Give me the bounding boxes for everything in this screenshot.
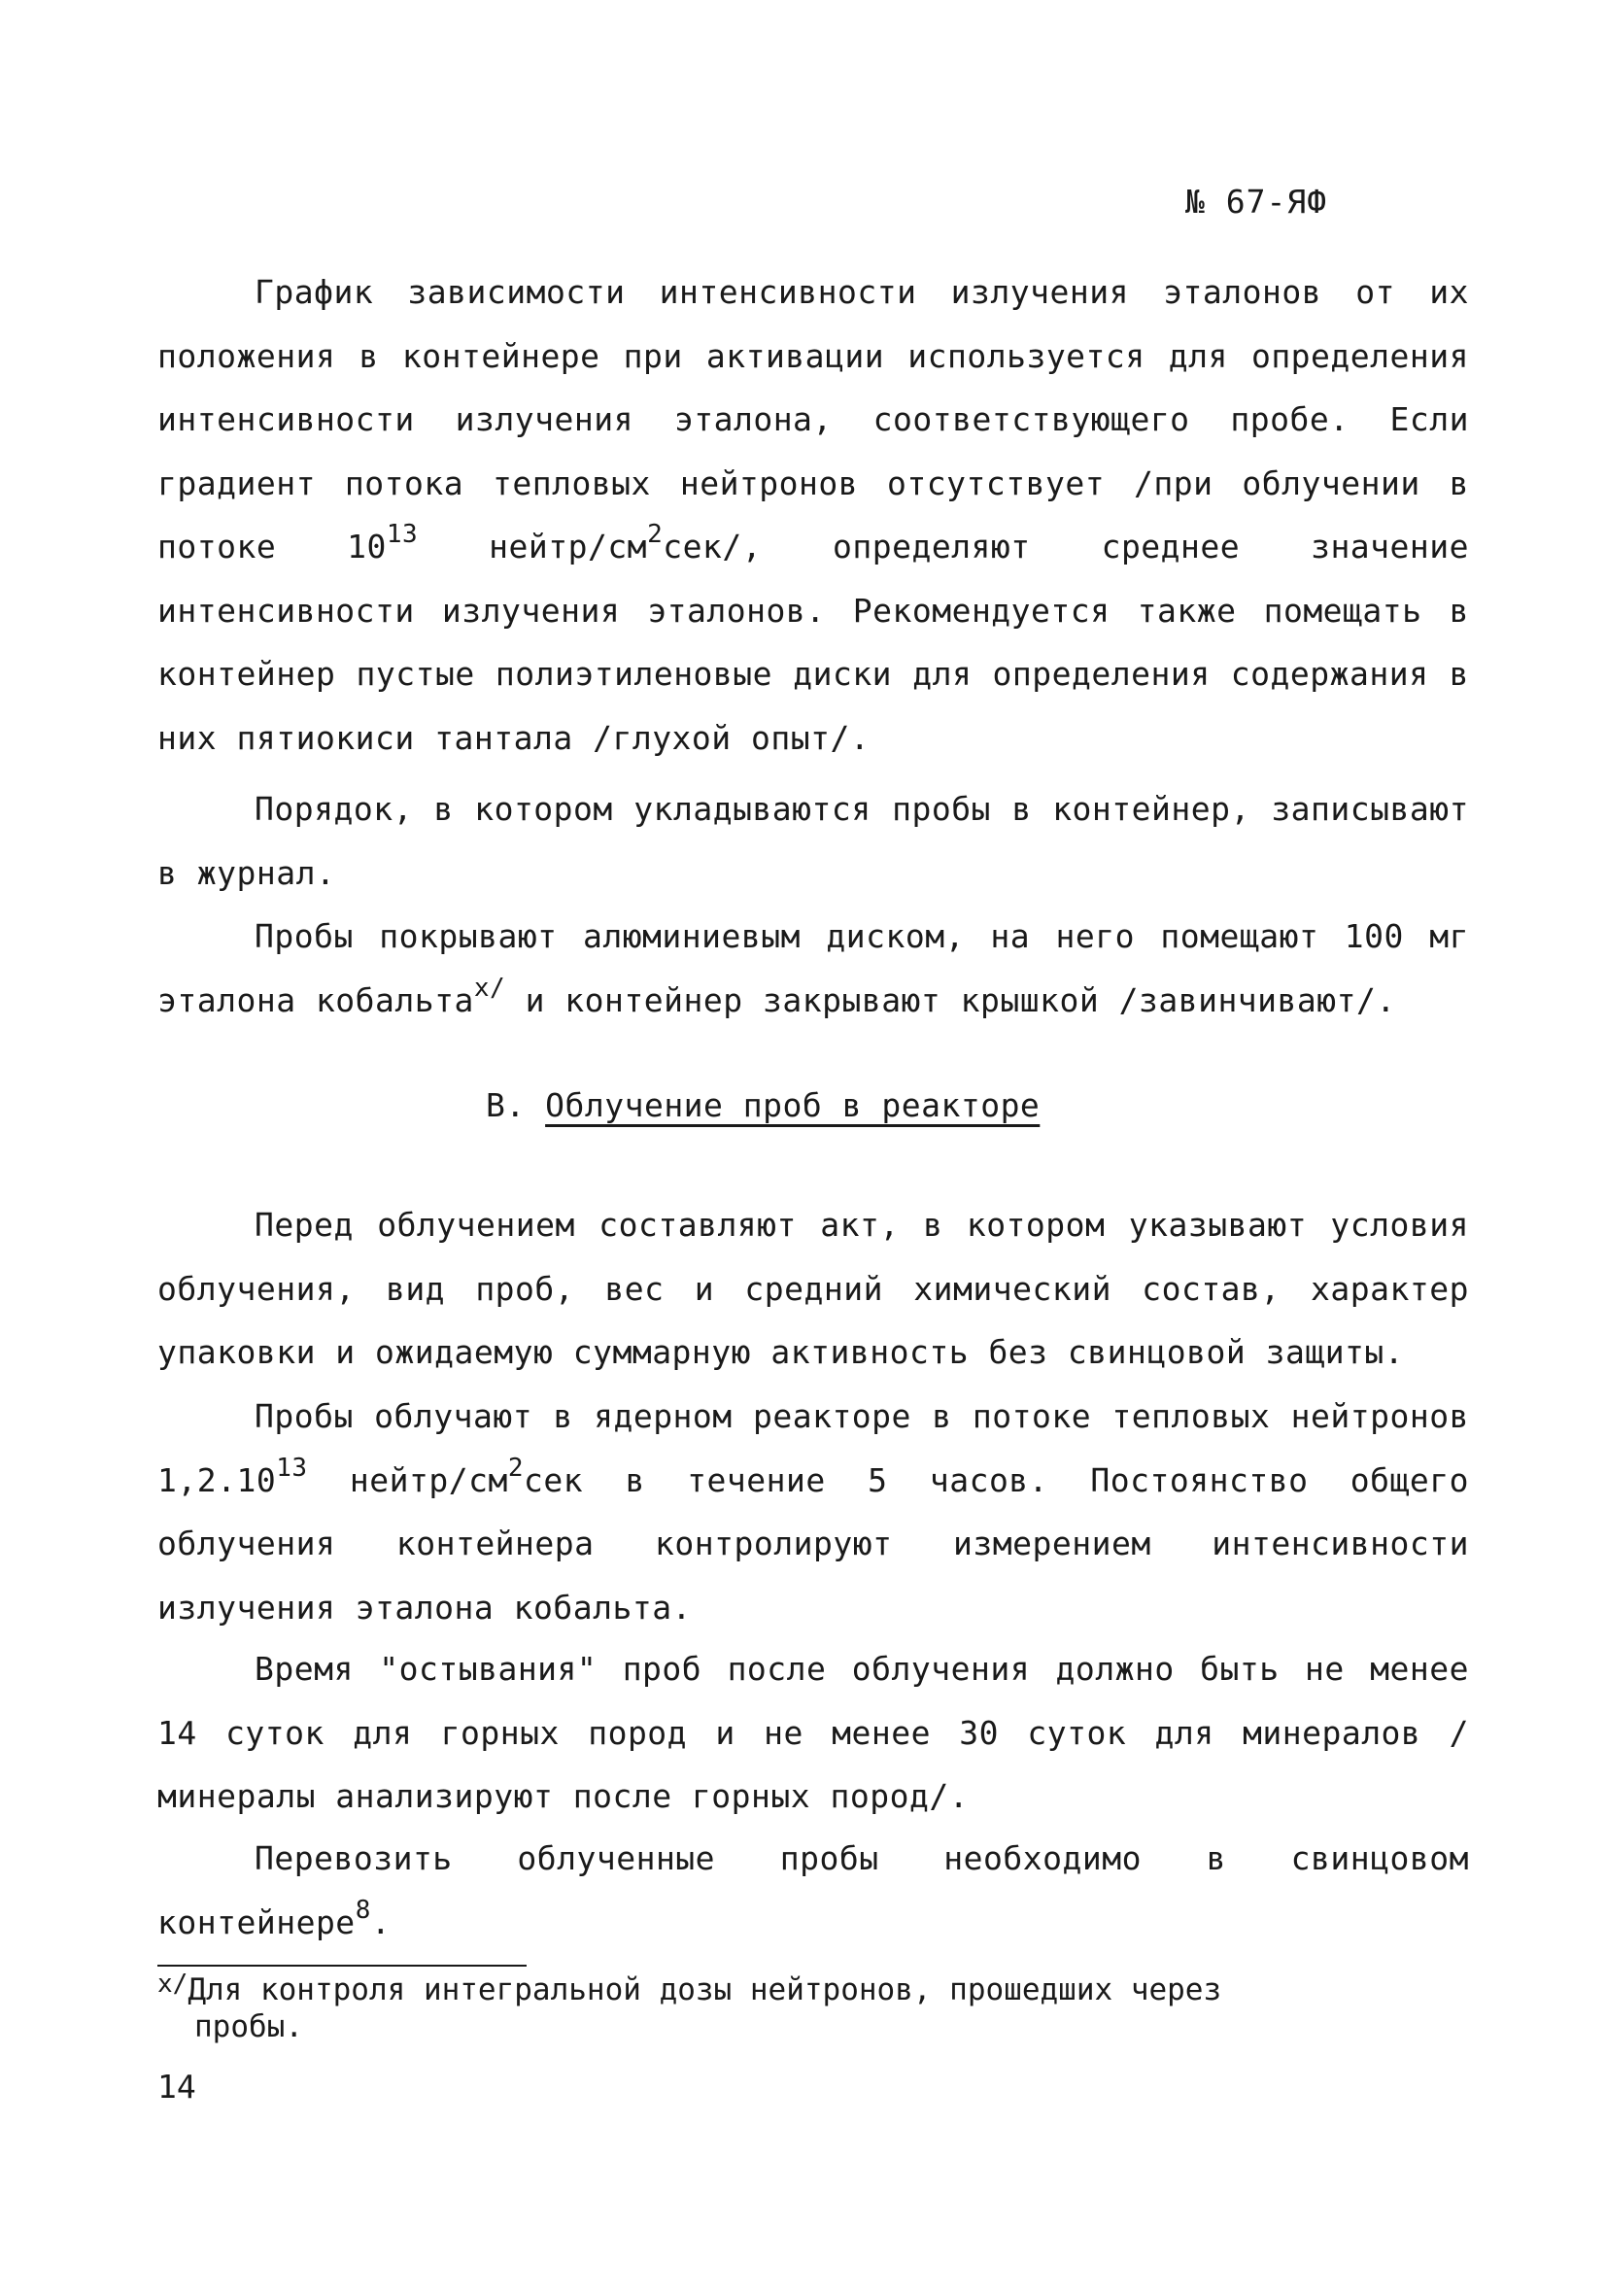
paragraph-4-text: Перед облучением составляют акт, в котором указывают условия облучения, вид проб, вес и средний химический состав, характер упаковки и ожидаемую суммарную активность без свинцовой защиты. xyxy=(157,1206,1469,1371)
section-heading xyxy=(486,1086,1040,1124)
document-number: № 67-ЯФ xyxy=(1185,183,1328,221)
paragraph-5-text-b: нейтр/см xyxy=(307,1460,508,1499)
paragraph-1-text-c: сек/, определяют среднее значение интенсивности излучения эталонов. Рекомендуется также помещать в контейнер пустые полиэтиленовые диски для определения содержания в них пятиокиси тантала /глухой опыт/. xyxy=(157,528,1470,757)
page-number: 14 xyxy=(157,2068,196,2106)
footnote-reference: x/ xyxy=(473,973,506,1003)
paragraph-5-exponent: 13 xyxy=(276,1453,308,1483)
paragraph-1-text-a: График зависимости интенсивности излучения эталонов от их положения в контейнере при активации используется для определения интенсивности излучения эталона, соответствующего пробе. Если градиент потока тепловых нейтронов отсутствует /при облучении в потоке 10 xyxy=(157,273,1469,565)
paragraph-1-unit-exponent: 2 xyxy=(647,520,664,549)
paragraph-6-text: Время "остывания" проб после облучения должно быть не менее 14 суток для горных пород и не менее 30 суток для минералов /минералы анализируют после горных пород/. xyxy=(157,1650,1469,1815)
paragraph-2-text: Порядок, в котором укладываются пробы в контейнер, записывают в журнал. xyxy=(157,790,1469,892)
paragraph-3 xyxy=(157,905,1469,1032)
section-title: Облучение проб в реакторе xyxy=(545,1086,1041,1124)
paragraph-1-text-b: нейтр/см xyxy=(418,528,648,565)
paragraph-5-text-c: сек в течение 5 часов. Постоянство общего облучения контейнера контролируют измерением интенсивности излучения эталона кобальта. xyxy=(157,1460,1470,1627)
paragraph-5 xyxy=(157,1385,1469,1639)
section-letter: В. xyxy=(486,1086,546,1124)
paragraph-4 xyxy=(157,1193,1469,1385)
paragraph-7-text-a: Перевозить облученные пробы необходимо в свинцовом контейнере xyxy=(157,1839,1469,1941)
paragraph-6 xyxy=(157,1637,1469,1829)
paragraph-7-text-b: . xyxy=(370,1902,392,1941)
footnote-divider xyxy=(157,1965,527,1967)
paragraph-7 xyxy=(157,1827,1469,1954)
paragraph-3-text-b: и контейнер закрывают крышкой /завинчивают/. xyxy=(505,980,1396,1019)
footnote-line-2: пробы. xyxy=(194,2009,303,2044)
paragraph-1 xyxy=(157,260,1469,770)
paragraph-1-exponent: 13 xyxy=(386,520,419,549)
paragraph-2 xyxy=(157,777,1469,905)
paragraph-5-unit-exponent: 2 xyxy=(507,1453,524,1483)
paragraph-3-text-a: Пробы покрывают алюминиевым диском, на него помещают 100 мг эталона кобальта xyxy=(157,917,1469,1019)
footnote-mark: x/ xyxy=(157,1970,188,1999)
reference-superscript: 8 xyxy=(355,1895,371,1925)
footnote-line-1: Для контроля интегральной дозы нейтронов, прошедших через xyxy=(188,1972,1222,2007)
paragraph-5-text-a: Пробы облучают в ядерном реакторе в потоке тепловых нейтронов 1,2.10 xyxy=(157,1397,1469,1499)
footnote xyxy=(157,1972,1420,2044)
